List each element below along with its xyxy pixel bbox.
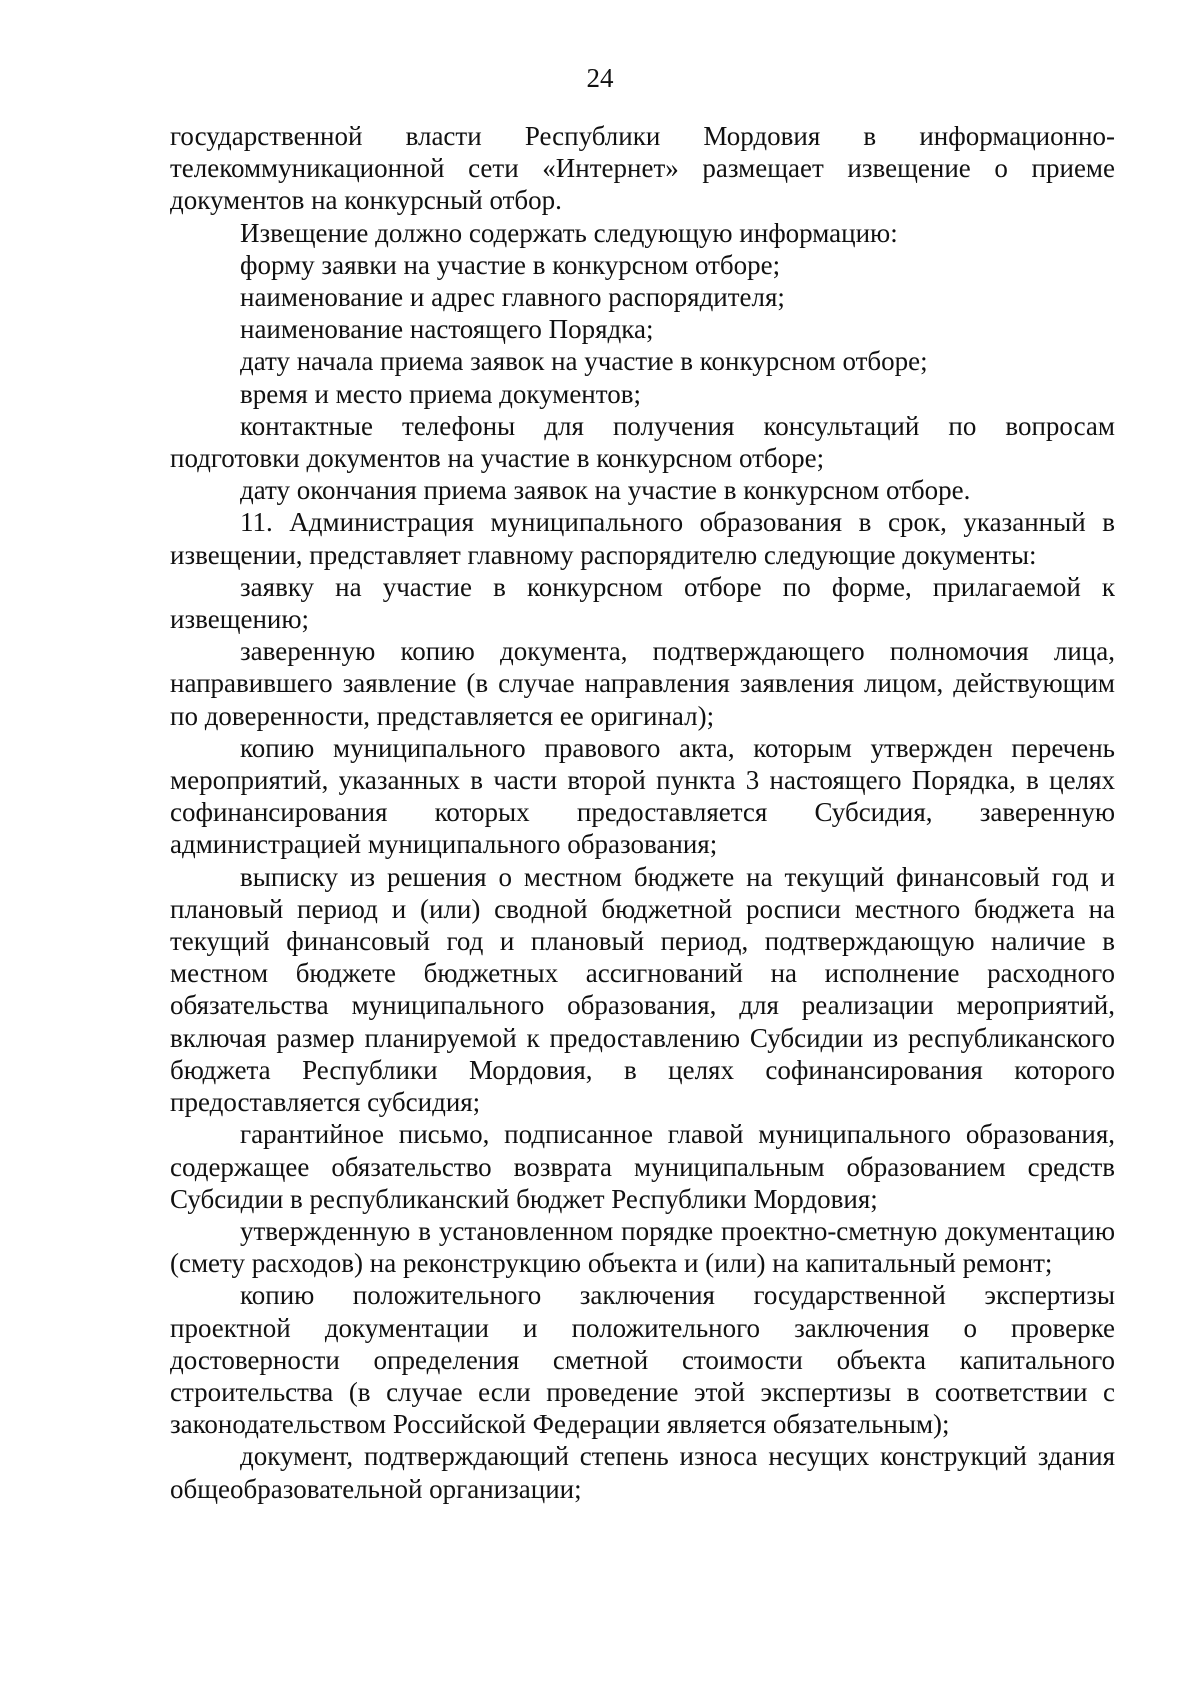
paragraph: Извещение должно содержать следующую информацию:: [240, 217, 898, 248]
paragraph: заверенную копию документа, подтверждающего полномочия лица, направившего заявление (в случае направления заявления лицом, действующим по доверенности, представляется ее оригинал);: [170, 636, 1115, 731]
paragraph: 11. Администрация муниципального образования в срок, указанный в извещении, представляет главному распорядителю следующие документы:: [170, 507, 1115, 570]
paragraph: контактные телефоны для получения консультаций по вопросам подготовки документов на участие в конкурсном отборе;: [170, 410, 1115, 474]
paragraph: копию положительного заключения государственной экспертизы проектной документации и положительного заключения о проверке достоверности определения сметной стоимости объекта капитального строительства (в случае если проведение этой экспертизы в соответствии с законодательством Российской Федерации является обязательным);: [170, 1280, 1115, 1440]
paragraph: утвержденную в установленном порядке проектно-сметную документацию (смету расходов) на реконструкцию объекта и (или) на капитальный ремонт;: [170, 1215, 1115, 1279]
page-number: 24: [586, 63, 614, 93]
document-body: [170, 120, 1115, 1505]
paragraph: дату окончания приема заявок на участие в конкурсном отборе.: [240, 475, 971, 506]
paragraph: наименование настоящего Порядка;: [240, 314, 654, 345]
paragraph: копию муниципального правового акта, которым утвержден перечень мероприятий, указанных в части второй пункта 3 настоящего Порядка, в целях софинансирования которых предоставляется Субсидия, заверенную администрацией муниципального образования;: [170, 732, 1115, 860]
paragraph: гарантийное письмо, подписанное главой муниципального образования, содержащее обязательство возврата муниципальным образованием средств Субсидии в республиканский бюджет Республики Мордовия;: [170, 1119, 1115, 1214]
paragraph: дату начала приема заявок на участие в конкурсном отборе;: [240, 346, 928, 377]
paragraph: наименование и адрес главного распорядителя;: [240, 282, 785, 313]
paragraph: документ, подтверждающий степень износа несущих конструкций здания общеобразовательной организации;: [170, 1441, 1115, 1504]
paragraph: государственной власти Республики Мордовия в информационно-телекоммуникационной сети «Интернет» размещает извещение о приеме документов на конкурсный отбор.: [170, 121, 1115, 216]
paragraph: выписку из решения о местном бюджете на текущий финансовый год и плановый период и (или) сводной бюджетной росписи местного бюджета на текущий финансовый год и плановый период, подтверждающую наличие в местном бюджете бюджетных ассигнований на исполнение расходного обязательства муниципального образования, для реализации мероприятий, включая размер планируемой к предоставлению Субсидии из республиканского бюджета Республики Мордовия, в целях софинансирования которого предоставляется субсидия;: [170, 861, 1115, 1118]
paragraph: заявку на участие в конкурсном отборе по форме, прилагаемой к извещению;: [170, 571, 1115, 635]
paragraph: время и место приема документов;: [240, 378, 641, 409]
paragraph: форму заявки на участие в конкурсном отборе;: [240, 249, 781, 280]
